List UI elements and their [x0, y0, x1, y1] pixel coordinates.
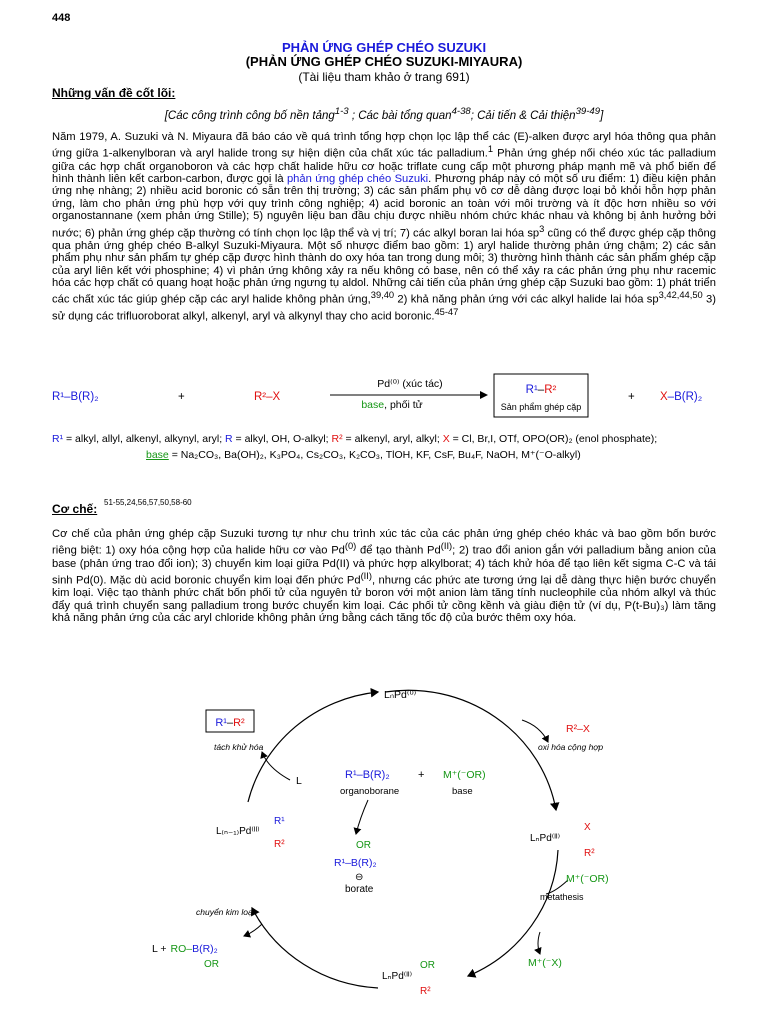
pub-improvements-ref: 39-49 — [575, 106, 601, 117]
oxidative-addition-label: oxi hóa cộng hợp — [538, 742, 604, 752]
pd-left-r1: R¹ — [274, 816, 285, 827]
pd-right-r2: R² — [584, 848, 595, 859]
product-r1: R¹ — [525, 384, 538, 396]
def-r-text: = alkyl, OH, O-alkyl; — [232, 433, 332, 445]
publications-line — [52, 106, 716, 122]
salt-byproduct: M⁺(⁻X) — [528, 957, 562, 969]
intro-ref-5: ,42,44,50 — [663, 290, 703, 301]
intro-text-1: Năm 1979, A. Suzuki và N. Miyaura đã báo cáo về quá trình tổng hợp chọn lọc lập thể các (E)-alken được aryl hóa thông qua phản ứng giữa 1-alkenylboran và aryl halide trong sự hiện diện của chất xúc tác palladium. — [52, 131, 716, 161]
borate-formula — [334, 857, 377, 869]
boron-byproduct-ro: RO– — [170, 943, 193, 955]
borate-r1: R¹ — [334, 857, 346, 869]
pub-foundational-ref: 1-3 — [334, 106, 349, 117]
pd-left-r2: R² — [274, 839, 285, 850]
def-base: base — [146, 449, 169, 461]
page-title: PHẢN ỨNG GHÉP CHÉO SUZUKI — [281, 40, 487, 55]
metathesis-label: metathesis — [540, 892, 584, 902]
borate-b: –B(R)₂ — [345, 857, 377, 869]
metathesis-reagent: M⁺(⁻OR) — [566, 873, 609, 885]
organoborane-formula: R¹–B(R)₂ — [345, 769, 390, 781]
conditions-label — [361, 399, 422, 411]
pub-improvements: ; Cải tiến & Cải thiện — [470, 109, 576, 122]
pd-right-x: X — [584, 822, 591, 833]
reductive-elimination-label: tách khử hóa — [214, 742, 264, 752]
definitions-line-2 — [146, 449, 726, 461]
pub-close: ] — [600, 109, 604, 122]
boron-byproduct-b: B(R)₂ — [192, 943, 218, 955]
reference-note: (Tài liệu tham khảo ở trang 691) — [298, 70, 470, 84]
definitions-line-1 — [52, 433, 722, 445]
pd0-catalyst: LₙPd⁽⁰⁾ — [384, 689, 417, 701]
intro-ref-2: 3 — [539, 223, 545, 234]
pub-reviews-ref: 4-38 — [451, 106, 471, 117]
arc-transmetalation — [252, 908, 378, 988]
reactant-halide — [254, 391, 281, 403]
plus-sign: + — [178, 391, 185, 403]
suzuki-link[interactable]: phản ứng ghép chéo Suzuki — [286, 172, 429, 185]
product-r2: R² — [544, 384, 557, 396]
mechanism-heading — [52, 502, 97, 516]
mech-text-1: Cơ chế của phản ứng ghép cặp Suzuki tương tự như chu trình xúc tác của các phản ứng ghép chéo khác và bao gồm bốn bước riêng biệt: 1) oxy hóa cộng hợp của halide hữu cơ vào Pd — [52, 528, 716, 558]
borate-formation-arrow — [356, 800, 368, 834]
cycle-product — [215, 717, 245, 729]
def-x-text: = Cl, Br,I, OTf, OPO(OR)₂ (enol phosphate); — [449, 433, 658, 445]
intro-paragraph — [52, 131, 716, 324]
pd-bottom-or: OR — [420, 960, 435, 971]
borate-or: OR — [356, 840, 371, 851]
def-r2-text: = alkenyl, aryl, alkyl; — [342, 433, 443, 445]
intro-text-4: cũng có thể được ghép cặp thông qua phản ứng ghép chéo B-alkyl Suzuki-Miyaura. Một số nhược điểm bao gồm: 1) aryl halide thường phản ứng chậm; 2) các sản phẩm phụ như sản phẩm tự ghép cặp được hình thành do oxy hóa tan trong dung môi; 3) thường hình thành các sản phẩm ghép cặp của aryl liên kết với phosphine; 4) vì phản ứng không xảy ra nếu không có base, nên có thể xảy ra các phản ứng phụ như racemic hóa các hợp chất có quang hoạt hoặc phản ứng ngưng tụ aldol. Những cải tiến của phản ứng ghép cặp Suzuki bao gồm: 1) phát triển các chất xúc tác giúp ghép cặp các aryl halide không phản ứng, — [52, 227, 716, 307]
halide-entry-arrow — [522, 720, 548, 742]
byproduct: X–B(R)₂ — [660, 391, 703, 403]
boron-byproduct-l: L + — [152, 943, 167, 955]
mechanism-paragraph — [52, 528, 716, 624]
def-r: R — [225, 433, 233, 445]
base-formula: M⁺(⁻OR) — [443, 769, 486, 781]
mech-text-4: , nhưng các phức ate tương ứng lại dễ dàng thực hiện bước chuyển kim loại. Việc tạo thành phức chất bốn phối tử của nguyên tử boron với một anion làm tăng tính nucleophile của nhóm alkyl và thúc đẩy quá trình chuyển sang palladium trong bước chuyển kim loại. Các phối tử cồng kềnh và giàu điện tử (ví dụ, P(t-Bu)₃) làm tăng khả năng phản ứng của các aryl chloride không phản ứng bằng cách tăng tốc độ của bước thêm oxy hóa. — [52, 574, 717, 624]
pub-foundational: [Các công trình công bố nền tảng — [164, 109, 335, 122]
pd-transmetalated-complex: L₍ₙ₋₁₎Pd⁽ᴵᴵ⁾ — [216, 826, 260, 837]
transmetalation-label: chuyển kim loại — [196, 907, 255, 917]
pd-oxidative-complex: LₙPd⁽ᴵᴵ⁾ — [530, 833, 561, 844]
conditions-base: base — [361, 399, 385, 411]
mech-sup-3: (II) — [360, 570, 372, 581]
borate-charge: ⊖ — [355, 872, 364, 883]
reaction-scheme — [0, 370, 768, 430]
def-r1: R¹ — [52, 433, 64, 445]
intro-text-2: Phản ứng ghép nối chéo xúc tác palladium giữa các hợp chất organoboron và các hợp chất halide hữu cơ hoặc triflate cung cấp một phương pháp mạnh mẽ và phổ biến để hình thành liên kết carbon-carbon, được gọi là — [52, 148, 716, 185]
product-caption: Sản phẩm ghép cặp — [500, 402, 582, 412]
def-base-text: = Na₂CO₃, Ba(OH)₂, K₃PO₄, Cs₂CO₃, K₂CO₃, TlOH, KF, CsF, Bu₄F, NaOH, M⁺(⁻O-alkyl) — [168, 449, 581, 461]
intro-text-6: 3) sử dụng các trifluoroborat alkyl, alkenyl, aryl và alkynyl thay cho acid boronic. — [52, 294, 716, 324]
ligand-release: L — [296, 775, 302, 787]
product-formula: R¹–R² — [525, 384, 557, 396]
page-number: 448 — [52, 12, 71, 24]
mech-text-3: ; 2) trao đổi anion gắn với palladium bằng anion của base (phản ứng trao đổi ion); 3) chuyển kim loại giữa Pd(II) và phức hợp alkylborat; 4) tách khử hóa để tạo liên kết sigma C-C và tái sinh Pd(0). Mặc dù acid boronic chuyển kim loại đến phức Pd — [52, 545, 716, 587]
mech-sup-2: (II) — [440, 541, 453, 552]
organohalide — [566, 723, 590, 735]
catalytic-cycle — [0, 670, 768, 1024]
boron-byproduct-or: OR — [204, 959, 219, 970]
reaction-arrowhead — [480, 391, 488, 399]
pd-alkoxide-complex: LₙPd⁽ᴵᴵ⁾ — [382, 971, 413, 982]
intro-ref-1: 1 — [487, 144, 494, 155]
intro-ref-4: 3 — [658, 290, 664, 301]
cycle-product-r2: R² — [233, 717, 245, 729]
pub-reviews: ; Các bài tổng quan — [348, 109, 452, 122]
mechanism-refs: 51-55,24,56,57,50,58-60 — [104, 498, 192, 507]
cycle-product-r1: R¹ — [215, 717, 227, 729]
pd-bottom-r2: R² — [420, 986, 431, 997]
center-plus: + — [418, 769, 425, 781]
boron-byproduct — [152, 943, 218, 955]
conditions-ligand: , phối tử — [384, 399, 423, 411]
core-issues-heading: Những vấn đề cốt lõi: — [52, 86, 176, 100]
intro-text-5: 2) khả năng phản ứng với các alkyl halide lai hóa sp — [394, 294, 659, 307]
mech-sup-1: (0) — [344, 541, 357, 552]
intro-ref-3: 39,40 — [370, 290, 395, 301]
organoborane-label: organoborane — [340, 786, 400, 797]
plus-sign-2: + — [628, 391, 635, 403]
mech-text-2: để tạo thành Pd — [356, 545, 441, 558]
product-release-arrow — [262, 752, 290, 780]
reactant-organoboron: R¹–B(R)₂ — [52, 391, 99, 403]
reactant-halide-r2: R² — [254, 391, 267, 403]
reactant-halide-x: –X — [266, 391, 281, 403]
def-r1-text: = alkyl, allyl, alkenyl, alkynyl, aryl; — [63, 433, 226, 445]
intro-text-3: . Phương pháp này có một số ưu điểm: 1) điều kiện phản ứng nhẹ nhàng; 2) nhiều acid boronic có sẵn trên thị trường; 3) các sản phẩm phụ vô cơ dễ dàng được loại bỏ khỏi hỗn hợp phản ứng, làm cho phản ứng phù hợp với quy trình công nghiệp; 4) acid boronic an toàn với môi trường và ít độc hơn nhiều so với organostannane (xem phản ứng Stille); 5) nguyên liệu ban đầu chịu được nhiều nhóm chức khác nhau và không bị ảnh hưởng bởi nước; 6) phản ứng ghép cặp thường có tính chọn lọc lập thể và vị trí; 7) các alkyl boran lai hóa sp — [52, 172, 716, 240]
def-r2: R² — [331, 433, 343, 445]
salt-release-arrow — [538, 932, 540, 954]
page-subtitle: (PHẢN ỨNG GHÉP CHÉO SUZUKI-MIYAURA) — [245, 54, 523, 69]
base-label: base — [452, 786, 473, 797]
mechanism-heading-text: Cơ chế: — [52, 502, 98, 516]
organohalide-r2: R² — [566, 723, 578, 735]
organohalide-x: –X — [577, 723, 590, 735]
boron-release-arrow — [244, 924, 262, 936]
def-x: X — [442, 433, 450, 445]
borate-label: borate — [345, 884, 374, 895]
intro-ref-6: 45-47 — [434, 307, 459, 318]
cycle-product-dash: – — [226, 717, 234, 729]
catalyst-label: Pd⁽⁰⁾ (xúc tác) — [377, 378, 443, 390]
